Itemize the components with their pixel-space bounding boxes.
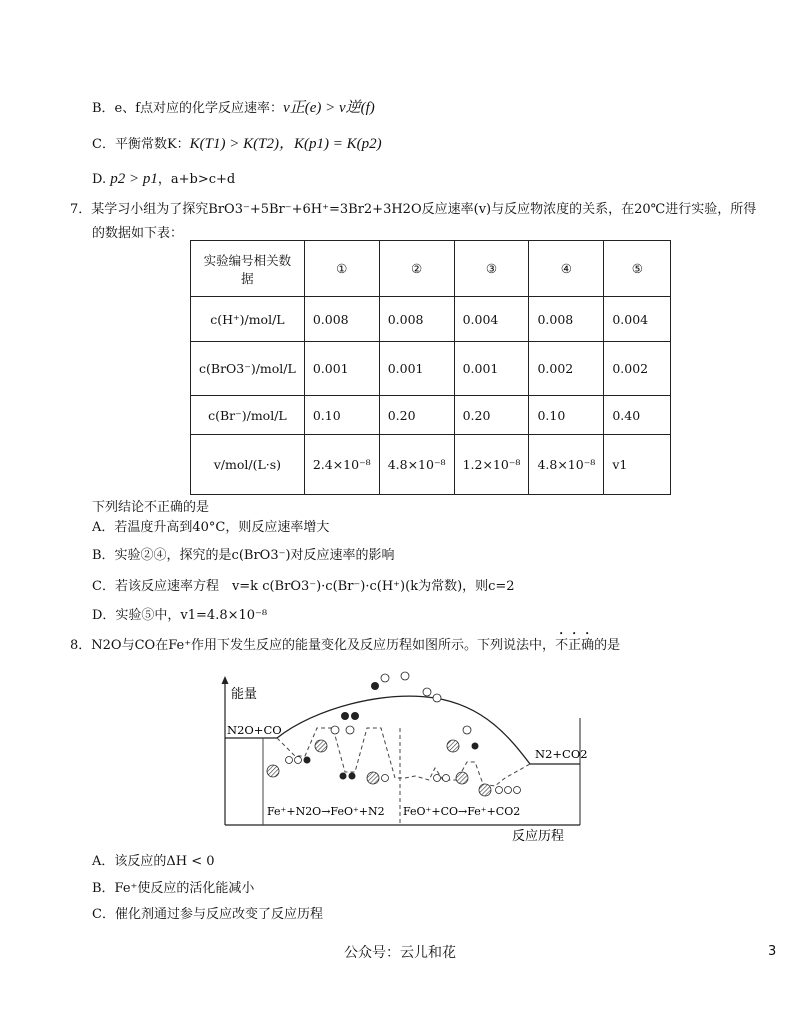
- footer-text: 公众号：云儿和花: [344, 945, 456, 961]
- q7-option-c: C．若该反应速率方程 v=k c(BrO3⁻)·c(Br⁻)·c(H⁺)(k为常数)，则c=2: [92, 579, 515, 594]
- table-cell: c(H⁺)/mol/L: [191, 297, 305, 342]
- table-cell: c(BrO3⁻)/mol/L: [191, 342, 305, 396]
- q7-option-b: B．实验②④，探究的是c(BrO3⁻)对反应速率的影响: [92, 548, 395, 563]
- table-cell: 0.004: [454, 297, 529, 342]
- uncatalyzed-curve: [277, 696, 530, 764]
- table-header-row: [191, 241, 671, 297]
- q7-stem-line1: 7．某学习小组为了探究BrO3⁻+5Br⁻+6H⁺=3Br2+3H2O反应速率(v)与反应物浓度的关系，在20℃进行实验，所得: [70, 202, 757, 217]
- fe-ion-icon: [267, 765, 279, 777]
- page-number: 3: [768, 944, 777, 959]
- table-cell: 0.20: [379, 396, 454, 435]
- table-cell: c(Br⁻)/mol/L: [191, 396, 305, 435]
- q8-option-c: C．催化剂通过参与反应改变了反应历程: [92, 907, 323, 922]
- table-cell: 1.2×10⁻⁸: [454, 435, 529, 495]
- q7-stem-line2: 的数据如下表：: [92, 226, 184, 241]
- q6-option-d: [92, 168, 235, 188]
- q6-option-c: [92, 132, 382, 153]
- table-cell: 0.008: [529, 297, 604, 342]
- q8-stem-text: N2O与CO在Fe⁺作用下发生反应的能量变化及反应历程如图所示。下列说法中，: [91, 638, 556, 653]
- table-cell: 0.002: [529, 342, 604, 396]
- q8-option-a: A．该反应的ΔH < 0: [92, 854, 215, 869]
- catalyzed-path: [277, 728, 530, 786]
- energy-diagram: [205, 668, 605, 858]
- q7-option-d: D．实验⑤中，v1=4.8×10⁻⁸: [92, 608, 268, 623]
- step2-label: FeO⁺+CO→Fe⁺+CO2: [403, 805, 521, 818]
- q8-stem: [70, 630, 620, 653]
- y-axis-arrow-icon: [222, 676, 229, 684]
- table-header-cell: ④: [529, 241, 604, 297]
- table-cell: 0.001: [454, 342, 529, 396]
- table-row: [191, 396, 671, 435]
- table-cell: 2.4×10⁻⁸: [304, 435, 379, 495]
- table-cell: 0.001: [304, 342, 379, 396]
- q6-option-d-prefix: D.: [92, 172, 107, 187]
- table-cell: 4.8×10⁻⁸: [529, 435, 604, 495]
- q7-option-a: A．若温度升高到40°C，则反应速率增大: [92, 520, 330, 535]
- table-cell: 4.8×10⁻⁸: [379, 435, 454, 495]
- q8-stem-number: 8．: [70, 638, 92, 653]
- q6-option-b-formula: v正(e) > v逆(f): [283, 100, 375, 116]
- q7-data-table: [190, 240, 671, 495]
- q6-option-b: [92, 96, 375, 117]
- q8-stem-emphasis: 不正确: [555, 638, 595, 653]
- reactant-label: N2O+CO: [227, 723, 282, 737]
- y-axis-label: 能量: [231, 687, 258, 702]
- table-cell: 0.10: [304, 396, 379, 435]
- table-cell: 0.004: [604, 297, 671, 342]
- q8-option-b: B．Fe⁺使反应的活化能减小: [92, 881, 255, 896]
- table-row: [191, 435, 671, 495]
- table-cell: 0.002: [604, 342, 671, 396]
- q6-option-d-formula: p2 > p1: [110, 171, 158, 187]
- table-header-cell: ③: [454, 241, 529, 297]
- x-axis-label: 反应历程: [512, 829, 565, 844]
- table-cell: 0.008: [304, 297, 379, 342]
- table-header-cell: 实验编号相关数据: [191, 241, 305, 297]
- q8-stem-end: 的是: [594, 638, 621, 653]
- step1-label: Fe⁺+N2O→FeO⁺+N2: [267, 805, 385, 818]
- molecule-icons: [267, 672, 521, 796]
- table-cell: 0.008: [379, 297, 454, 342]
- table-cell: 0.20: [454, 396, 529, 435]
- table-header-cell: ⑤: [604, 241, 671, 297]
- table-row: [191, 297, 671, 342]
- q6-option-c-prefix: C．平衡常数K：: [92, 137, 190, 152]
- table-cell: 0.40: [604, 396, 671, 435]
- product-label: N2+CO2: [535, 747, 588, 761]
- table-header-cell: ①: [304, 241, 379, 297]
- table-cell: 0.001: [379, 342, 454, 396]
- table-cell: v1: [604, 435, 671, 495]
- q6-option-c-formula: K(T1) > K(T2)，K(p1) = K(p2): [189, 136, 382, 152]
- q6-option-b-prefix: B．e、f点对应的化学反应速率：: [92, 101, 284, 116]
- q7-question: 下列结论不正确的是: [92, 500, 210, 515]
- q6-option-d-suffix: ，a+b>c+d: [157, 172, 236, 187]
- table-cell: 0.10: [529, 396, 604, 435]
- table-header-cell: ②: [379, 241, 454, 297]
- table-row: [191, 342, 671, 396]
- table-cell: v/mol/(L·s): [191, 435, 305, 495]
